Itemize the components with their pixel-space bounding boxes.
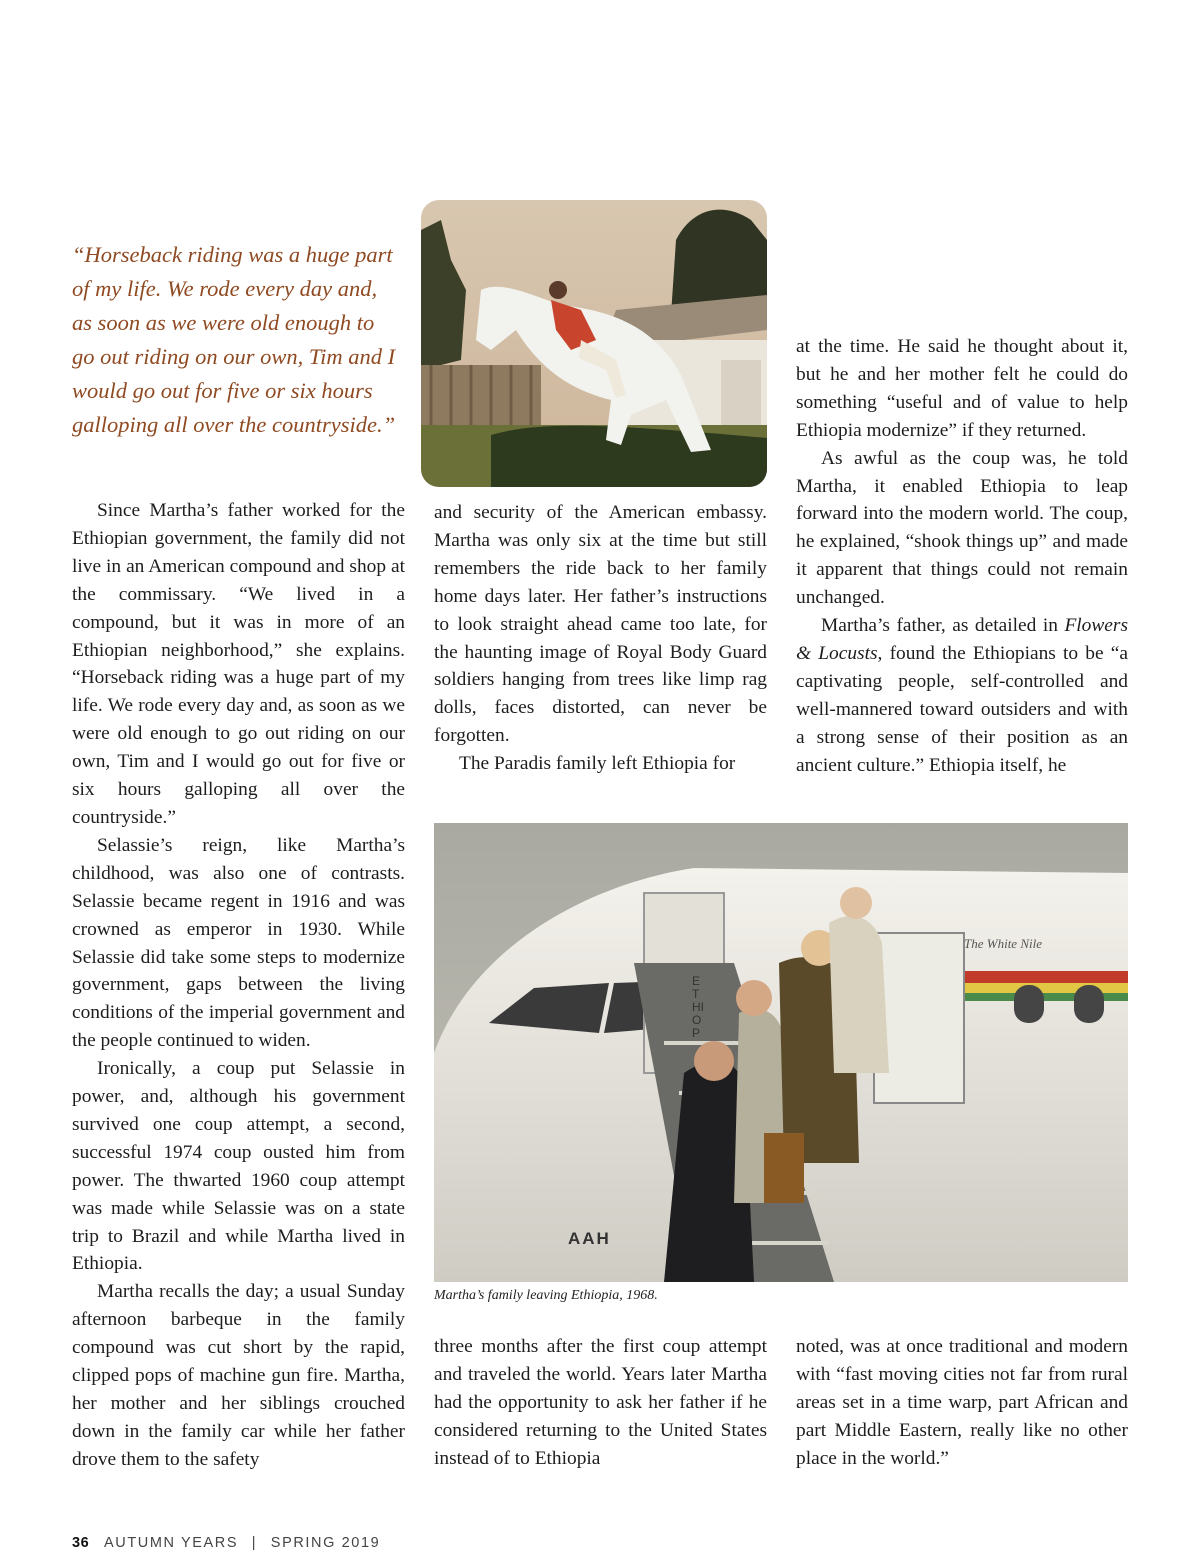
paragraph: Ironically, a coup put Selassie in power, and, although his government survived one coup attempt, a second, successful 1974 coup ousted him from power. The thwarted 1960 coup attempt was made while Selassie was on a state trip to Brazil and while Martha lived in Ethiopia. <box>72 1058 405 1275</box>
column-2-bottom <box>434 1333 767 1473</box>
paragraph-text: Martha’s father, as detailed in <box>821 615 1065 637</box>
paragraph: and security of the American embassy. Martha was only six at the time but still remembers the ride back to her family home days later. Her father’s instructions to look straight ahead came too late, for the haunting image of Royal Body Guard soldiers hanging from trees like limp rag dolls, faces distorted, can never be forgotten. <box>434 502 767 747</box>
photo-caption: Martha’s family leaving Ethiopia, 1968. <box>434 1288 658 1303</box>
paragraph: three months after the first coup attempt and traveled the world. Years later Martha had the opportunity to ask her father if he considered returning to the United States instead of to Ethiopia <box>434 1336 767 1469</box>
paragraph: Selassie’s reign, like Martha’s childhood, was also one of contrasts. Selassie became regent in 1916 and was crowned as emperor in 1930. While Selassie did take some steps to modernize government, gaps between the living conditions of the imperial government and the people continued to widen. <box>72 834 405 1052</box>
paragraph-text: , found the Ethiopians to be “a captivating people, self-controlled and well-mannered toward outsiders and with a strong sense of their position as an ancient culture.” Ethiopia itself, he <box>796 642 1128 776</box>
pull-quote: “Horseback riding was a huge part of my life. We rode every day and, as soon as we were old enough to go out riding on our own, Tim and I would go out for five or six hours galloping all over the countryside.” <box>72 242 396 437</box>
paragraph <box>796 612 1128 779</box>
book-title: Flowers & Locusts <box>796 615 1128 664</box>
plane-registration: AAH <box>568 1229 611 1248</box>
magazine-name: AUTUMN YEARS <box>103 1535 239 1551</box>
horse-jump-photo <box>421 200 767 487</box>
paragraph: Since Martha’s father worked for the Ethiopian government, the family did not live in an American compound and shop at the commissary. “We lived in a compound, but it was in more of an Ethiopian neighborhood,” she explains. “Horseback riding was a huge part of my life. We rode every day and, as soon as we were old enough to go out riding on our own, Tim and I would go out for five or six hours galloping all over the countryside.” <box>72 500 405 828</box>
paragraph: Martha recalls the day; a usual Sunday afternoon barbeque in the family compound was cut short by the rapid, clipped pops of machine gun fire. Martha, her mother and her siblings crouched down in the family car while her father drove them to the safety <box>72 1281 405 1470</box>
column-3-bottom <box>796 1333 1128 1473</box>
column-3-top <box>796 333 1128 780</box>
page-number: 36 <box>72 1535 90 1551</box>
stair-lettering: ETHIOP <box>692 974 704 1040</box>
paragraph: As awful as the coup was, he told Martha, it enabled Ethiopia to leap forward into the modern world. The coup, he explained, “shook things up” and made it apparent that things could not remain unchanged. <box>796 447 1128 609</box>
footer-separator: | <box>251 1535 258 1551</box>
paragraph: The Paradis family left Ethiopia for <box>459 753 736 775</box>
paragraph: at the time. He said he thought about it, but he and her mother felt he could do something “useful and of value to help Ethiopia modernize” if they returned. <box>796 336 1128 441</box>
page-footer <box>72 1535 380 1551</box>
family-airplane-photo <box>434 823 1128 1282</box>
column-1 <box>72 497 405 1474</box>
issue-date: SPRING 2019 <box>270 1535 381 1551</box>
plane-lettering: The White Nile <box>964 936 1042 951</box>
column-2-top <box>434 499 767 778</box>
paragraph: noted, was at once traditional and modern with “fast moving cities not far from rural areas set in a time warp, part African and part Middle Eastern, really like no other place in the world.” <box>796 1336 1128 1469</box>
